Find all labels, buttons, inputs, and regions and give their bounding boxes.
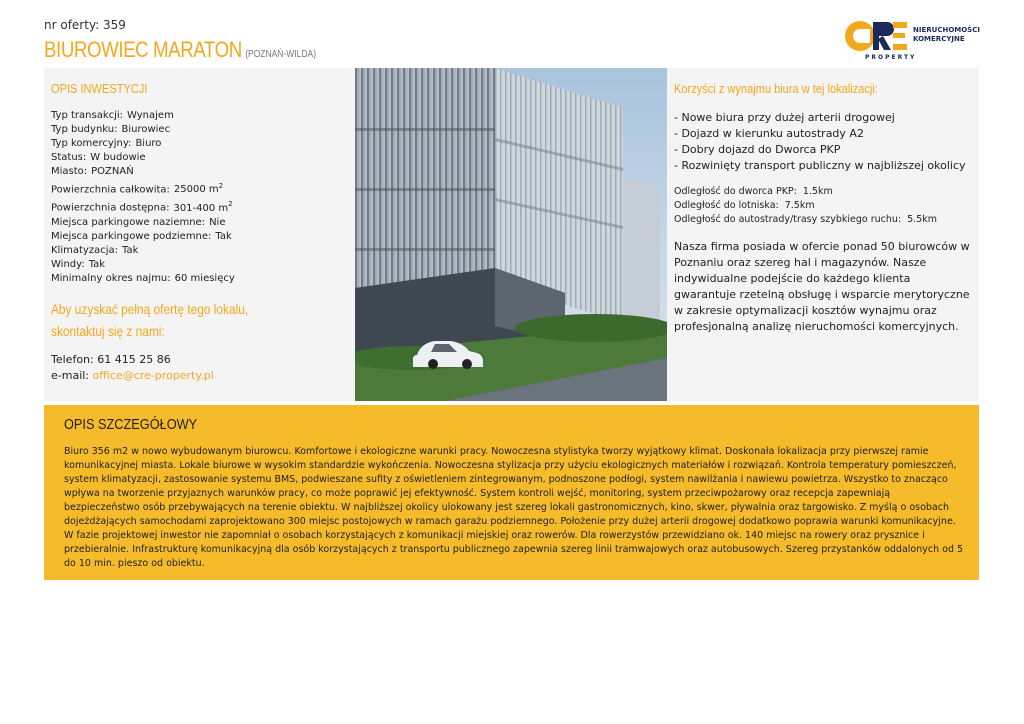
spec-row: Miejsca parkingowe naziemne: Nie: [51, 216, 226, 228]
distance-row: Odległość do lotniska: 7.5km: [674, 200, 815, 211]
detail-heading: OPIS SZCZEGÓŁOWY: [64, 416, 198, 433]
spec-row: Miejsca parkingowe podziemne: Tak: [51, 230, 232, 242]
list-item: - Nowe biura przy dużej arterii drogowej: [674, 111, 895, 124]
investment-panel: [44, 68, 355, 401]
spec-row: Typ transakcji: Wynajem: [51, 110, 174, 121]
contact-info: [51, 352, 214, 384]
contact-heading: Aby uzyskać pełną ofertę tego lokalu, skontaktuj się z nami:: [51, 301, 249, 339]
page-title: [44, 37, 316, 63]
logo-subtitle: PROPERTY: [865, 54, 917, 61]
spec-row: Minimalny okres najmu: 60 miesięcy: [51, 272, 235, 284]
building-name: BIUROWIEC MARATON: [44, 37, 242, 62]
company-logo: [843, 18, 983, 62]
detail-text: Biuro 356 m2 w nowo wybudowanym biurowcu. Komfortowe i ekologiczne warunki pracy. Nowoczesna stylistyka tworzy wyjątkowy klimat. Doskonała lokalizacja przy pierwszej ramie komunikacyjnej miasta. Lokale biurowe w wysokim standardzie wykończenia. Nowoczesna stylizacja przy użyciu ekologicznych materiałów i rozwiązań. Kontrola temperatury pomieszczeń, system klimatyzacji, zastosowanie systemu BMS, podwieszane sufity z oświetleniem zintegrowanym, podnoszone podłogi, system nawilżania i nawiewu powietrza. Wszystko to znacząco wpływa na tworzenie przyjaznych warunków pracy, co może poprawić jej efektywność. System kontroli wejść, monitoring, system przeciwpożarowy oraz recepcja zapewniają bezpieczeństwo osób przebywających na terenie obiektu. W najbliższej okolicy ulokowany jest szereg lokali gastronomicznych, kino, skwer, pływalnia oraz targowisko. Z myślą o osobach dojeżdżających samochodami zaprojektowano 300 miejsc postojowych w ramach garażu podziemnego. Położenie przy dużej arterii drogowej dodatkowo poprawia warunki komunikacyjne. W fazie projektowej inwestor nie zapomniał o osobach korzystających z komunikacji miejskiej oraz rowerów. Dla rowerzystów przewidziano ok. 140 miejsc na rowery oraz prysznice i przebieralnie. Infrastrukturę komunikacyjną dla osób korzystających z transportu publicznego zapewnia szereg linii tramwajowych oraz autobusowych. Szereg przystanków oddalonych od 5 do 10 min. pieszo od obiektu.: [64, 446, 964, 569]
company-description: Nasza firma posiada w ofercie ponad 50 biurowców w Poznaniu oraz szereg hal i magazynów. Nasze indywidualne podejście do każdego klienta gwarantuje rzetelną obsługę i wsparcie merytoryczne w zakresie optymalizacji kosztów wynajmu oraz profesjonalną analizę nieruchomości komercyjnych.: [674, 240, 970, 333]
investment-heading: OPIS INWESTYCJI: [51, 81, 148, 96]
building-photo: [355, 68, 667, 401]
email-link[interactable]: office@cre-property.pl: [92, 369, 214, 382]
spec-row: Typ budynku: Biurowiec: [51, 124, 171, 135]
distance-row: Odległość do dworca PKP: 1.5km: [674, 186, 833, 197]
spec-list: [51, 109, 235, 286]
benefits-list: [674, 110, 966, 174]
list-item: - Rozwinięty transport publiczny w najbliższej okolicy: [674, 159, 966, 172]
detail-section: [44, 405, 979, 580]
spec-row: Status: W budowie: [51, 152, 146, 163]
distance-row: Odległość do autostrady/trasy szybkiego ruchu: 5.5km: [674, 214, 937, 225]
spec-row: Powierzchnia dostępna: 301-400 $m^2$: [51, 200, 233, 214]
spec-row: Klimatyzacja: Tak: [51, 244, 139, 256]
spec-row: Powierzchnia całkowita: 25000 $m^2$: [51, 182, 224, 196]
benefits-panel: [667, 68, 979, 401]
logo-text: NIERUCHOMOŚCI KOMERCYJNE: [913, 26, 980, 43]
spec-row: Miasto: POZNAŃ: [51, 166, 134, 177]
email-row: e-mail: office@cre-property.pl: [51, 369, 214, 382]
location-label: (POZNAŃ-WILDA): [245, 49, 317, 60]
spec-row: Windy: Tak: [51, 258, 106, 270]
logo-mark-icon: [843, 18, 913, 58]
phone-number: Telefon: 61 415 25 86: [51, 353, 171, 366]
list-item: - Dobry dojazd do Dworca PKP: [674, 143, 841, 156]
distance-list: [674, 185, 937, 227]
list-item: - Dojazd w kierunku autostrady A2: [674, 127, 864, 140]
benefits-heading: Korzyści z wynajmu biura w tej lokalizacji:: [674, 81, 878, 96]
spec-row: Typ komercyjny: Biuro: [51, 138, 162, 149]
offer-number: nr oferty: 359: [44, 18, 126, 32]
